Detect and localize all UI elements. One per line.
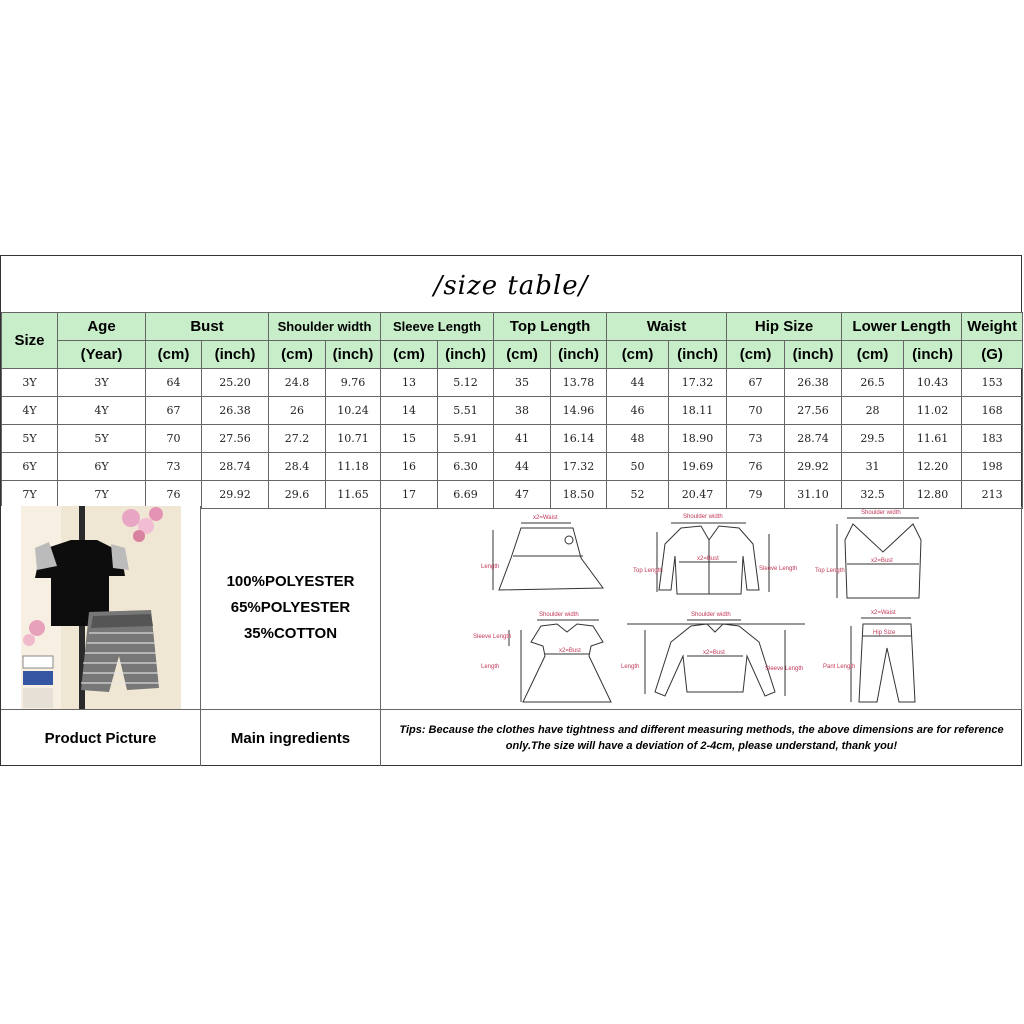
column-header: Weight [962, 313, 1023, 341]
label-top-length-2: Top Length [815, 568, 845, 574]
long-sleeve-diagram [621, 612, 805, 696]
dress-diagram [473, 612, 611, 702]
table-cell: 6.30 [438, 453, 494, 481]
unit-header: (cm) [607, 341, 669, 369]
table-cell: 28.74 [202, 453, 269, 481]
table-cell: 5.51 [438, 397, 494, 425]
ingredient-2: 65%POLYESTER [230, 598, 351, 616]
column-header: Size [2, 313, 58, 369]
label-shoulder-width-2: Shoulder width [861, 510, 901, 516]
table-cell: 13 [381, 369, 438, 397]
label-x2-bust-2: x2=Bust [871, 558, 893, 564]
table-cell: 70 [727, 397, 785, 425]
column-header: Lower Length [842, 313, 962, 341]
table-cell: 52 [607, 481, 669, 509]
table-cell: 14 [381, 397, 438, 425]
table-cell: 44 [494, 453, 551, 481]
label-skirt-length: Length [481, 564, 500, 570]
table-cell: 26.38 [202, 397, 269, 425]
table-cell: 11.02 [904, 397, 962, 425]
unit-header: (inch) [202, 341, 269, 369]
table-cell: 50 [607, 453, 669, 481]
unit-header: (Year) [58, 341, 146, 369]
table-cell: 3Y [58, 369, 146, 397]
label-pant-length: Pant Length [823, 664, 856, 670]
table-cell: 153 [962, 369, 1023, 397]
table-cell: 28.74 [785, 425, 842, 453]
table-cell: 27.56 [785, 397, 842, 425]
label-shoulder-width-3: Shoulder width [539, 612, 579, 618]
table-cell: 28 [842, 397, 904, 425]
table-cell: 79 [727, 481, 785, 509]
unit-header: (inch) [669, 341, 727, 369]
table-cell: 11.65 [326, 481, 381, 509]
label-x2-waist-2: x2=Waist [871, 610, 896, 616]
table-cell: 5Y [58, 425, 146, 453]
unit-header: (cm) [381, 341, 438, 369]
table-cell: 19.69 [669, 453, 727, 481]
table-cell: 47 [494, 481, 551, 509]
table-cell: 10.71 [326, 425, 381, 453]
tips-text: Tips: Because the clothes have tightness and different measuring methods, the above dimensions are for reference only.The size will have a deviation of 2-4cm, please understand, thank you! [399, 724, 1004, 752]
table-cell: 5Y [2, 425, 58, 453]
measurement-diagrams [381, 506, 1022, 710]
table-cell: 13.78 [551, 369, 607, 397]
unit-header: (inch) [904, 341, 962, 369]
table-row [2, 453, 1023, 481]
table-cell: 213 [962, 481, 1023, 509]
table-cell: 12.80 [904, 481, 962, 509]
table-cell: 17 [381, 481, 438, 509]
label-sleeve-length-2: Sleeve Length [473, 634, 512, 640]
table-cell: 67 [146, 397, 202, 425]
label-x2-bust-3: x2=Bust [559, 648, 581, 654]
unit-header: (G) [962, 341, 1023, 369]
table-cell: 26.5 [842, 369, 904, 397]
table-cell: 198 [962, 453, 1023, 481]
table-cell: 29.6 [269, 481, 326, 509]
table-cell: 41 [494, 425, 551, 453]
table-cell: 6Y [2, 453, 58, 481]
bottom-section [1, 506, 1022, 766]
table-cell: 15 [381, 425, 438, 453]
vest-diagram [815, 510, 921, 598]
table-cell: 32.5 [842, 481, 904, 509]
label-x2-bust-4: x2=Bust [703, 650, 725, 656]
unit-header: (cm) [842, 341, 904, 369]
column-header: Sleeve Length [381, 313, 494, 341]
unit-header: (cm) [269, 341, 326, 369]
table-cell: 18.90 [669, 425, 727, 453]
table-cell: 31.10 [785, 481, 842, 509]
table-cell: 70 [146, 425, 202, 453]
table-cell: 46 [607, 397, 669, 425]
table-cell: 27.2 [269, 425, 326, 453]
label-x2-waist: x2=Waist [533, 515, 558, 521]
table-cell: 4Y [58, 397, 146, 425]
header-row-units [2, 341, 1023, 369]
ingredient-1: 100%POLYESTER [226, 572, 355, 590]
label-shoulder-width-1: Shoulder width [683, 514, 723, 520]
size-table [1, 312, 1023, 509]
table-cell: 44 [607, 369, 669, 397]
ingredients-list [201, 506, 381, 710]
table-cell: 76 [146, 481, 202, 509]
table-cell: 73 [146, 453, 202, 481]
header-row-labels [2, 313, 1023, 341]
table-cell: 76 [727, 453, 785, 481]
table-row [2, 481, 1023, 509]
skirt-diagram [481, 515, 603, 590]
table-cell: 64 [146, 369, 202, 397]
column-header: Top Length [494, 313, 607, 341]
label-x2-bust-1: x2=Bust [697, 556, 719, 562]
table-cell: 29.92 [202, 481, 269, 509]
size-table-title: /size table/ [1, 256, 1021, 313]
label-top-length-3: Length [621, 664, 640, 670]
table-cell: 29.92 [785, 453, 842, 481]
product-photo [1, 506, 200, 709]
unit-header: (cm) [494, 341, 551, 369]
label-sleeve-length-1: Sleeve Length [759, 566, 798, 572]
table-cell: 48 [607, 425, 669, 453]
column-header: Hip Size [727, 313, 842, 341]
unit-header: (inch) [785, 341, 842, 369]
table-cell: 26.38 [785, 369, 842, 397]
product-picture [1, 506, 201, 710]
table-cell: 18.11 [669, 397, 727, 425]
label-shoulder-width-4: Shoulder width [691, 612, 731, 618]
label-sleeve-length-3: Sleeve Length [765, 666, 804, 672]
table-cell: 6.69 [438, 481, 494, 509]
table-cell: 11.18 [326, 453, 381, 481]
table-cell: 7Y [2, 481, 58, 509]
column-header: Age [58, 313, 146, 341]
table-cell: 168 [962, 397, 1023, 425]
table-cell: 12.20 [904, 453, 962, 481]
table-cell: 4Y [2, 397, 58, 425]
unit-header: (inch) [326, 341, 381, 369]
column-header: Shoulder width [269, 313, 381, 341]
table-cell: 9.76 [326, 369, 381, 397]
table-cell: 17.32 [551, 453, 607, 481]
table-cell: 26 [269, 397, 326, 425]
table-cell: 28.4 [269, 453, 326, 481]
table-cell: 27.56 [202, 425, 269, 453]
table-cell: 10.43 [904, 369, 962, 397]
table-cell: 11.61 [904, 425, 962, 453]
table-cell: 10.24 [326, 397, 381, 425]
product-picture-label: Product Picture [1, 710, 201, 766]
table-cell: 35 [494, 369, 551, 397]
table-cell: 31 [842, 453, 904, 481]
table-cell: 20.47 [669, 481, 727, 509]
label-top-length-1: Top Length [633, 568, 663, 574]
main-ingredients-label: Main ingredients [201, 710, 381, 766]
column-header: Bust [146, 313, 269, 341]
label-dress-length: Length [481, 664, 500, 670]
table-cell: 67 [727, 369, 785, 397]
table-row [2, 397, 1023, 425]
size-chart [0, 255, 1022, 766]
table-cell: 18.50 [551, 481, 607, 509]
table-cell: 25.20 [202, 369, 269, 397]
column-header: Waist [607, 313, 727, 341]
table-cell: 5.12 [438, 369, 494, 397]
table-cell: 6Y [58, 453, 146, 481]
table-cell: 16.14 [551, 425, 607, 453]
garment-diagrams [381, 506, 1021, 709]
table-cell: 73 [727, 425, 785, 453]
table-row [2, 425, 1023, 453]
unit-header: (inch) [551, 341, 607, 369]
unit-header: (cm) [727, 341, 785, 369]
table-cell: 5.91 [438, 425, 494, 453]
table-cell: 24.8 [269, 369, 326, 397]
table-cell: 183 [962, 425, 1023, 453]
unit-header: (cm) [146, 341, 202, 369]
table-cell: 38 [494, 397, 551, 425]
table-cell: 14.96 [551, 397, 607, 425]
table-row [2, 369, 1023, 397]
table-cell: 17.32 [669, 369, 727, 397]
label-hip-size: Hip Size [873, 630, 896, 636]
pants-diagram [823, 610, 915, 702]
table-cell: 7Y [58, 481, 146, 509]
unit-header: (inch) [438, 341, 494, 369]
blazer-diagram [633, 514, 797, 594]
table-cell: 29.5 [842, 425, 904, 453]
table-cell: 16 [381, 453, 438, 481]
table-cell: 3Y [2, 369, 58, 397]
ingredient-3: 35%COTTON [243, 624, 338, 642]
